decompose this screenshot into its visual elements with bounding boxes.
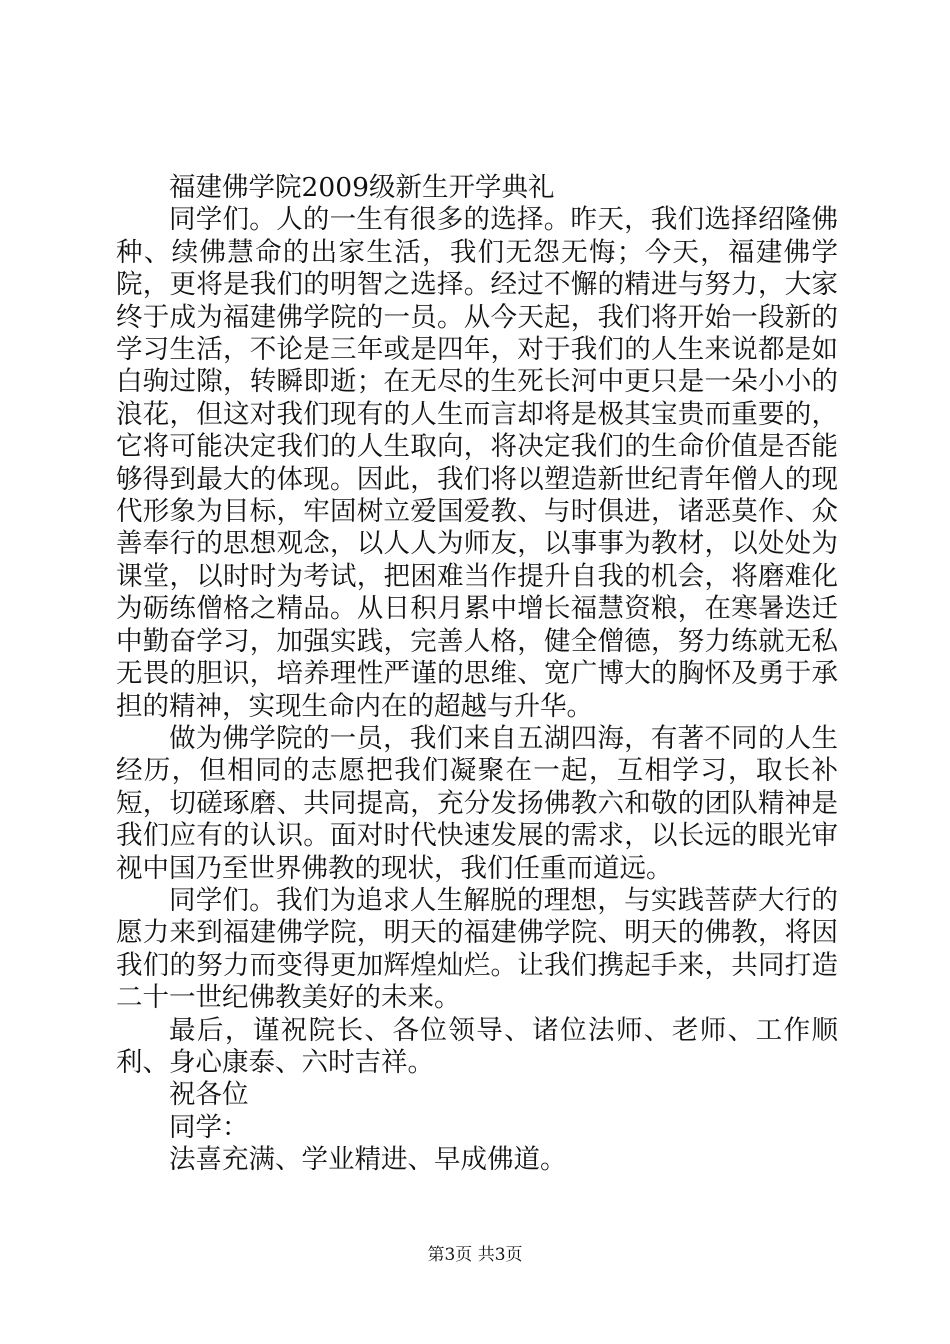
closing-line-3: 法喜充满、学业精进、早成佛道。 (169, 1144, 567, 1176)
closing-line-1: 祝各位 (169, 1079, 249, 1111)
closing-line-2: 同学： (169, 1111, 249, 1143)
document-title-line: 福建佛学院2009级新生开学典礼 (169, 172, 555, 203)
paragraph-4: 最后，谨祝院长、各位领导、诸位法师、老师、工作顺利、身心康泰、六时吉祥。 (116, 1014, 838, 1078)
document-body (116, 172, 838, 1177)
page-footer (0, 1245, 950, 1265)
paragraph-2: 做为佛学院的一员，我们来自五湖四海，有著不同的人生经历，但相同的志愿把我们凝聚在一起，互相学习，取长补短，切磋琢磨、共同提高，充分发扬佛教六和敬的团队精神是我们应有的认识。面对时代快速发展的需求，以长远的眼光审视中国乃至世界佛教的现状，我们任重而道远。 (116, 722, 838, 884)
paragraph-1: 同学们。人的一生有很多的选择。昨天，我们选择绍隆佛种、续佛慧命的出家生活，我们无怨无悔；今天，福建佛学院，更将是我们的明智之选择。经过不懈的精进与努力，大家终于成为福建佛学院的一员。从今天起，我们将开始一段新的学习生活，不论是三年或是四年，对于我们的人生来说都是如白驹过隙，转瞬即逝；在无尽的生死长河中更只是一朵小小的浪花，但这对我们现有的人生而言却将是极其宝贵而重要的，它将可能决定我们的人生取向，将决定我们的生命价值是否能够得到最大的体现。因此，我们将以塑造新世纪青年僧人的现代形象为目标，牢固树立爱国爱教、与时俱进，诸恶莫作、众善奉行的思想观念，以人人为师友，以事事为教材，以处处为课堂，以时时为考试，把困难当作提升自我的机会，将磨难化为砺练僧格之精品。从日积月累中增长福慧资粮，在寒暑迭迁中勤奋学习，加强实践，完善人格，健全僧德，努力练就无私无畏的胆识，培养理性严谨的思维、宽广博大的胸怀及勇于承担的精神，实现生命内在的超越与升华。 (116, 204, 838, 722)
page-indicator: 第3页 共3页 (427, 1245, 523, 1265)
paragraph-3: 同学们。我们为追求人生解脱的理想，与实践菩萨大行的愿力来到福建佛学院，明天的福建佛学院、明天的佛教，将因我们的努力而变得更加辉煌灿烂。让我们携起手来，共同打造二十一世纪佛教美好的未来。 (116, 884, 838, 1014)
